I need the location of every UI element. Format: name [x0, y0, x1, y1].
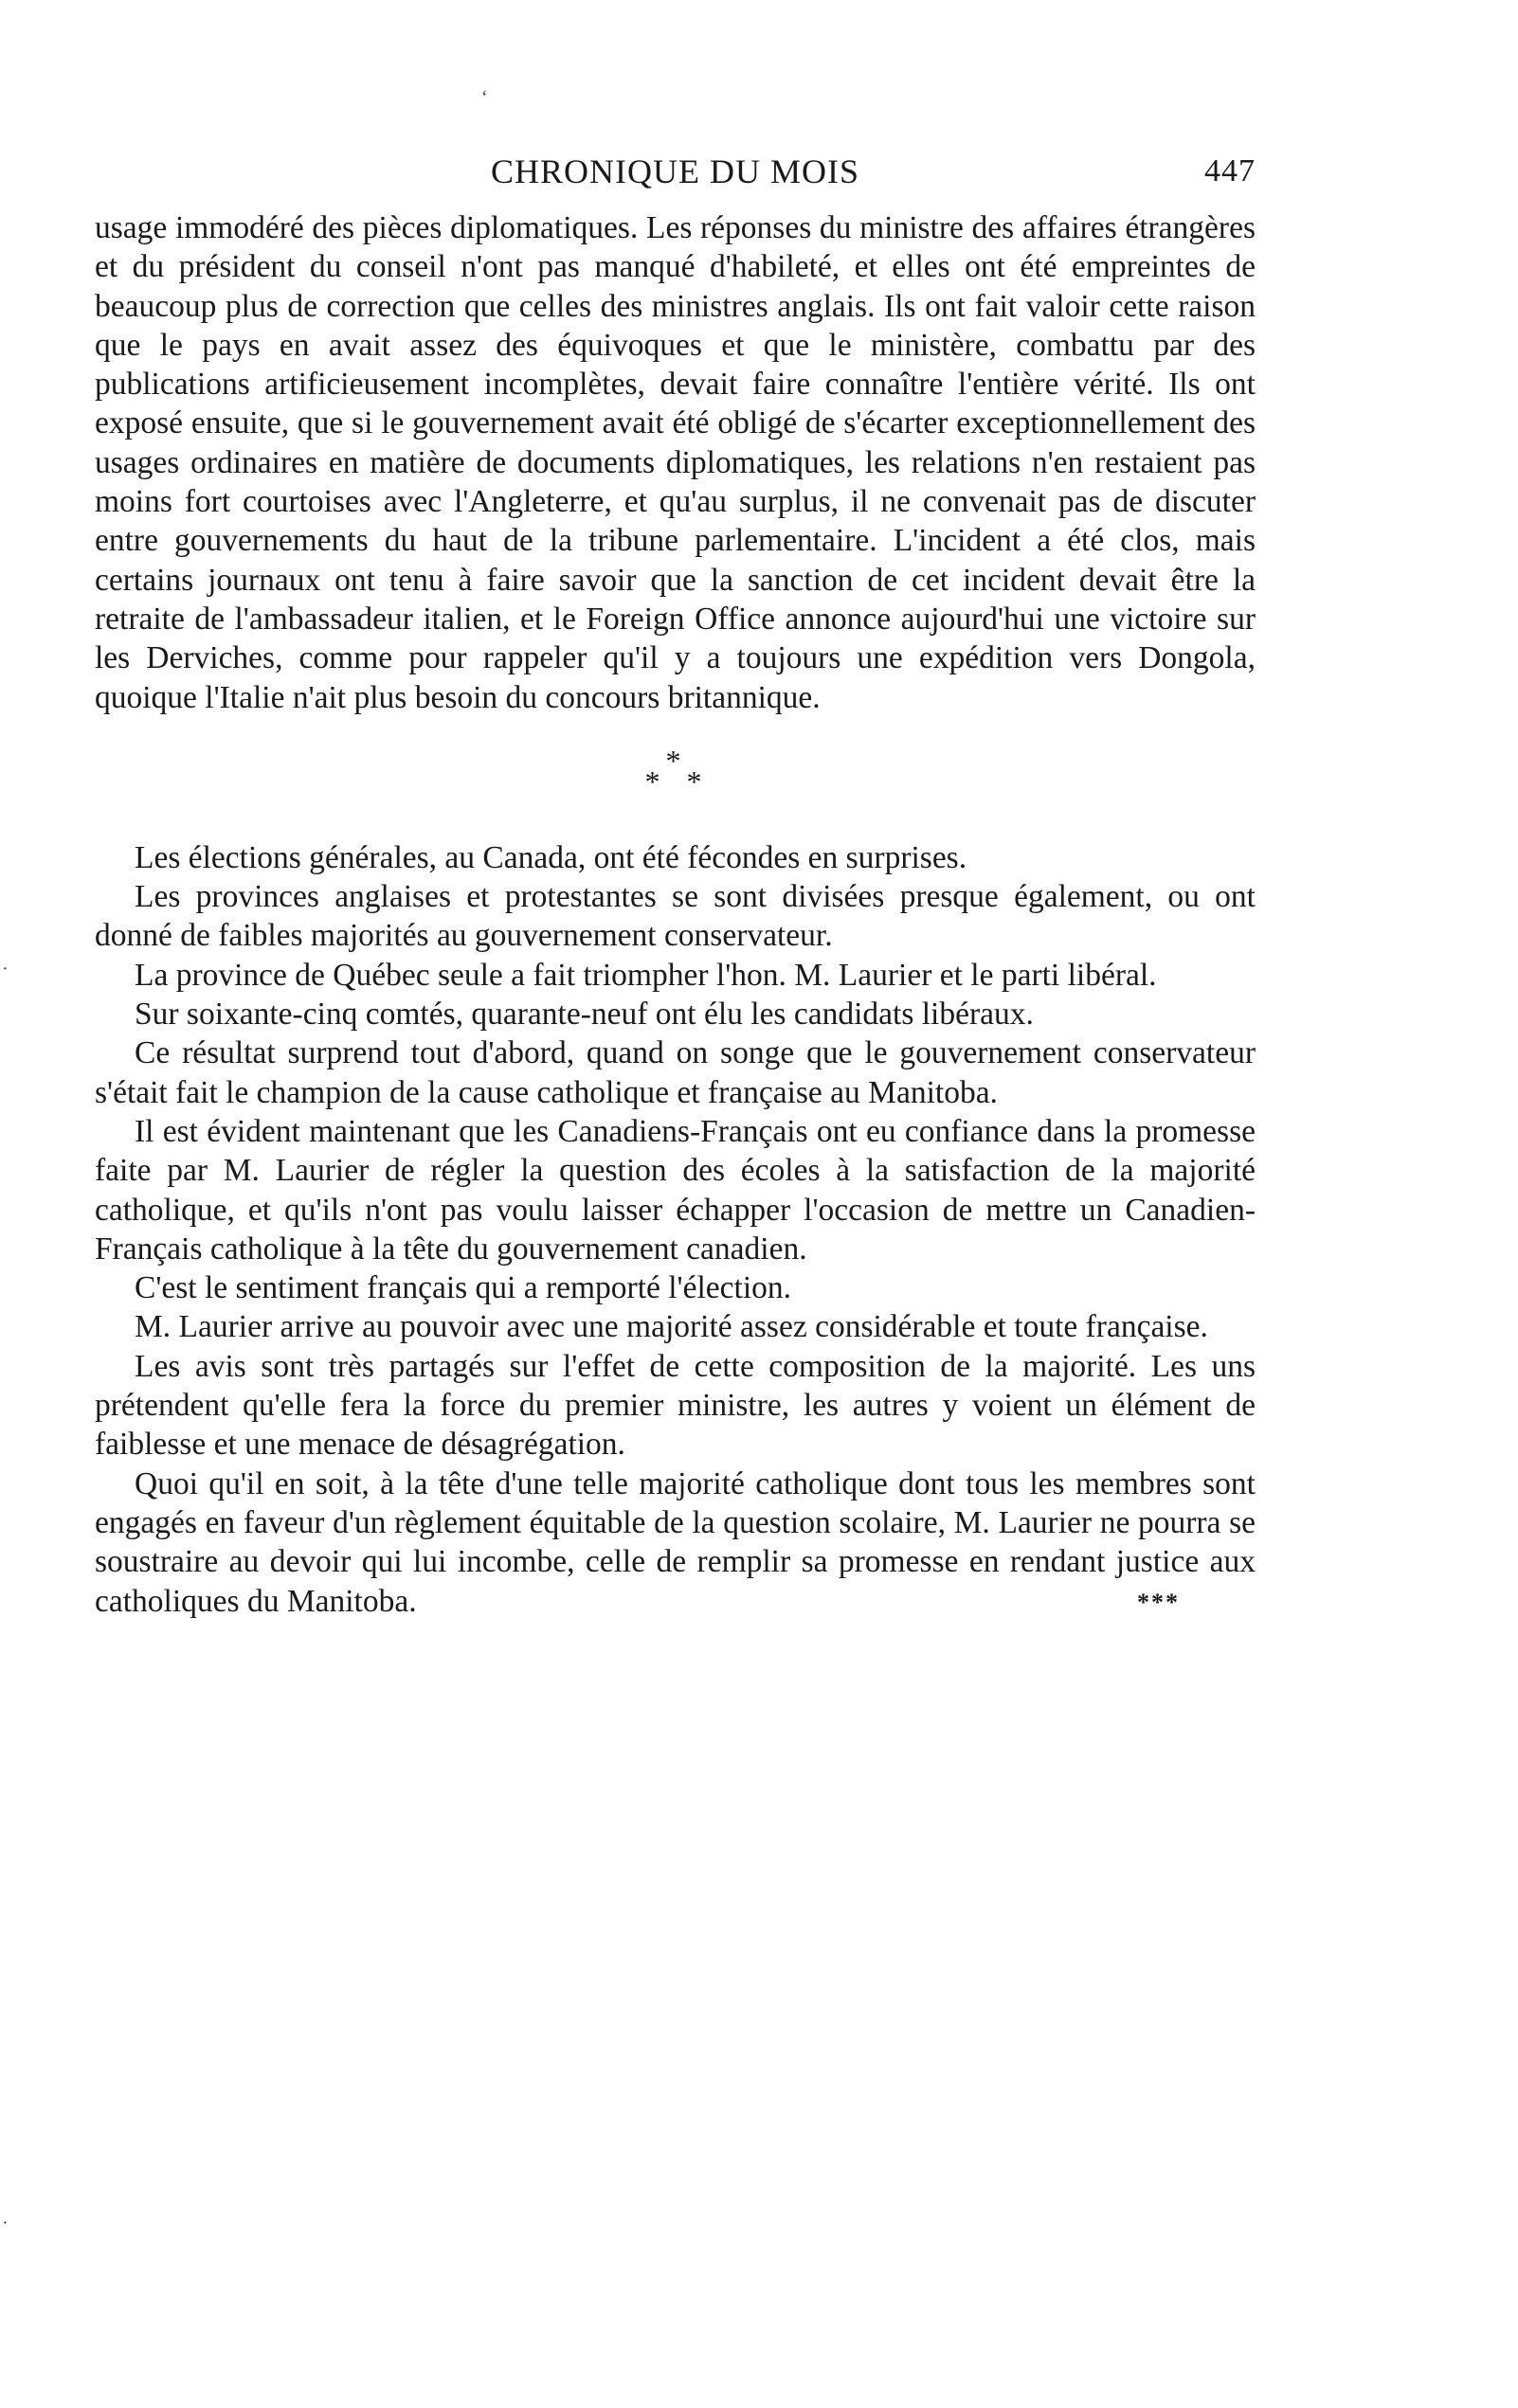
paragraph-sentiment: C'est le sentiment français qui a remporté l'élection. — [135, 1270, 791, 1306]
book-page — [95, 152, 1256, 1621]
paragraph-avis: Les avis sont très partagés sur l'effet de cette composition de la majorité. Les uns prétendent qu'elle fera la force du premier ministre, les autres y voient un élément de faiblesse et une menace de désagrégation. — [95, 1348, 1256, 1463]
ink-speck-bottom: · — [2, 2213, 9, 2234]
section-separator — [95, 744, 1256, 831]
asterism-star-top: * — [665, 743, 681, 778]
paragraph-final: Quoi qu'il en soit, à la tête d'une telle majorité catholique dont tous les membres sont engagés en faveur d'un règlement équitable de la question scolaire, M. Laurier ne pourra se soustraire au devoir qui lui incombe, celle de remplir sa promesse en rendant justice aux catholiques du Manitoba. — [95, 1465, 1256, 1619]
continued-paragraph: usage immodéré des pièces diplomatiques. Les réponses du ministre des affaires étrangères et du président du conseil n'ont pas manqué d'habileté, et elles ont été empreintes de beaucoup plus de correction que celles des ministres anglais. Ils ont fait valoir cette raison que le pays en avait assez des équivoques et que le ministère, combattu par des publications artificieusement incomplètes, devait faire connaître l'entière vérité. Ils ont exposé ensuite, que si le gouvernement avait été obligé de s'écarter exceptionnellement des usages ordinaires en matière de documents diplomatiques, les relations n'en restaient pas moins fort courtoises avec l'Angleterre, et qu'au surplus, il ne convenait pas de discuter entre gouvernements du haut de la tribune parlementaire. L'incident a été clos, mais certains journaux ont tenu à faire savoir que la sanction de cet incident devait être la retraite de l'ambassadeur italien, et le Foreign Office annonce aujourd'hui une victoire sur les Derviches, comme pour rappeler qu'il y a toujours une expédition vers Dongola, quoique l'Italie n'ait plus besoin du concours britannique. — [95, 210, 1256, 715]
paragraph-resultat: Ce résultat surprend tout d'abord, quand on songe que le gouvernement conservateur s'était fait le champion de la cause catholique et française au Manitoba. — [95, 1035, 1256, 1110]
final-paragraph-block — [95, 1465, 1256, 1621]
paragraph-pouvoir: M. Laurier arrive au pouvoir avec une majorité assez considérable et toute française. — [135, 1309, 1208, 1345]
paragraph-quebec: La province de Québec seule a fait triompher l'hon. M. Laurier et le parti libéral. — [135, 957, 1157, 993]
asterism-star-left: * — [644, 764, 660, 799]
end-mark: *** — [1137, 1588, 1180, 1616]
asterism-star-right: * — [686, 764, 702, 799]
paragraph-elections: Les élections générales, au Canada, ont été fécondes en surprises. — [135, 839, 967, 875]
running-header — [95, 152, 1256, 208]
paragraph-provinces: Les provinces anglaises et protestantes se sont divisées presque également, ou ont donné de faibles majorités au gouvernement conservateur. — [95, 879, 1256, 954]
running-title: CHRONIQUE DU MOIS — [490, 153, 859, 190]
ink-speck-top: ‘ — [481, 87, 488, 108]
paragraph-comtes: Sur soixante-cinq comtés, quarante-neuf ont élu les candidats libéraux. — [135, 997, 1034, 1033]
asterism — [638, 744, 714, 800]
page-number: 447 — [1204, 153, 1256, 189]
ink-speck-left: · — [2, 959, 9, 979]
paragraph-evident: Il est évident maintenant que les Canadiens-Français ont eu confiance dans la promesse faite par M. Laurier de régler la question des écoles à la satisfaction de la majorité catholique, et qu'ils n'ont pas voulu laisser échapper l'occasion de mettre un Canadien-Français catholique à la tête du gouvernement canadien. — [95, 1113, 1256, 1267]
